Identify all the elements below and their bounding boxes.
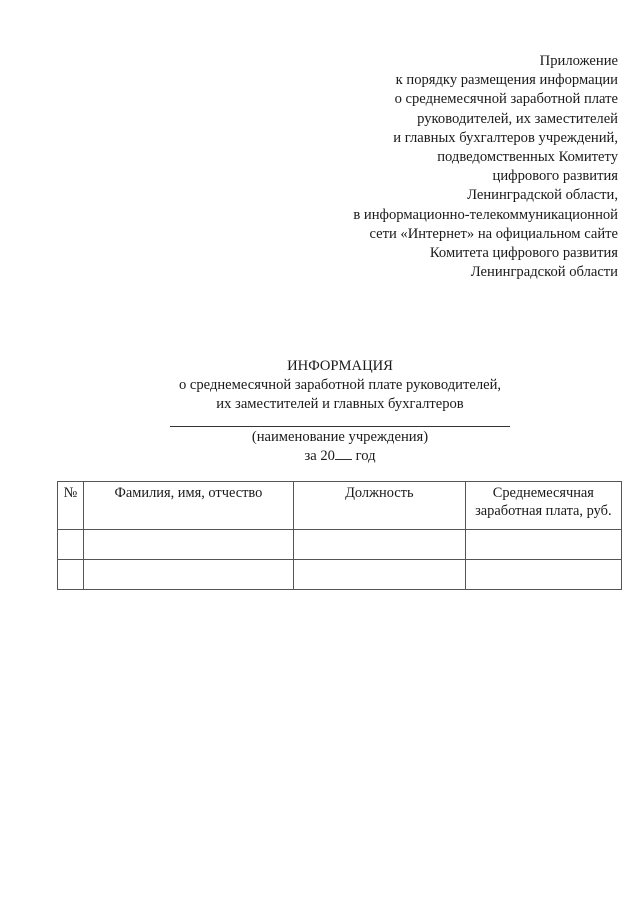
cell-number bbox=[58, 560, 84, 590]
cell-average-salary bbox=[465, 560, 621, 590]
appendix-line: Ленинградской области, bbox=[467, 187, 618, 204]
header-number: № bbox=[58, 482, 84, 530]
appendix-line: в информационно-телекоммуникационной bbox=[353, 206, 618, 223]
appendix-line: и главных бухгалтеров учреждений, bbox=[393, 129, 618, 146]
table-row bbox=[58, 530, 622, 560]
year-prefix: за 20 bbox=[304, 448, 335, 464]
appendix-header bbox=[353, 52, 618, 282]
salary-table bbox=[57, 481, 622, 590]
appendix-line: цифрового развития bbox=[492, 168, 618, 185]
appendix-line: подведомственных Комитету bbox=[437, 149, 618, 166]
table-row bbox=[58, 560, 622, 590]
appendix-line: Ленинградской области bbox=[470, 264, 618, 281]
appendix-line: руководителей, их заместителей bbox=[417, 110, 618, 127]
cell-full-name bbox=[83, 530, 293, 560]
institution-name-blank-line bbox=[170, 426, 510, 427]
header-position: Должность bbox=[293, 482, 465, 530]
title-line-1: о среднемесячной заработной плате руководителей, bbox=[178, 377, 502, 393]
document-title bbox=[0, 357, 640, 414]
header-full-name: Фамилия, имя, отчество bbox=[83, 482, 293, 530]
cell-position bbox=[293, 560, 465, 590]
appendix-line: Приложение bbox=[539, 53, 618, 69]
appendix-line: сети «Интернет» на официальном сайте bbox=[369, 225, 618, 242]
header-average-salary: Среднемесячная заработная плата, руб. bbox=[465, 482, 621, 530]
year-suffix: год bbox=[351, 448, 376, 464]
appendix-line: о среднемесячной заработной плате bbox=[394, 91, 618, 108]
title-heading: ИНФОРМАЦИЯ bbox=[287, 358, 393, 374]
appendix-line: Комитета цифрового развития bbox=[429, 245, 618, 262]
cell-number bbox=[58, 530, 84, 560]
institution-caption: (наименование учреждения) bbox=[251, 429, 429, 445]
cell-full-name bbox=[83, 560, 293, 590]
title-line-2: их заместителей и главных бухгалтеров bbox=[216, 396, 464, 412]
institution-block bbox=[0, 428, 640, 466]
year-blank bbox=[335, 447, 352, 460]
cell-position bbox=[293, 530, 465, 560]
table-header-row bbox=[58, 482, 622, 530]
appendix-line: к порядку размещения информации bbox=[395, 72, 618, 89]
year-line bbox=[0, 447, 640, 466]
cell-average-salary bbox=[465, 530, 621, 560]
